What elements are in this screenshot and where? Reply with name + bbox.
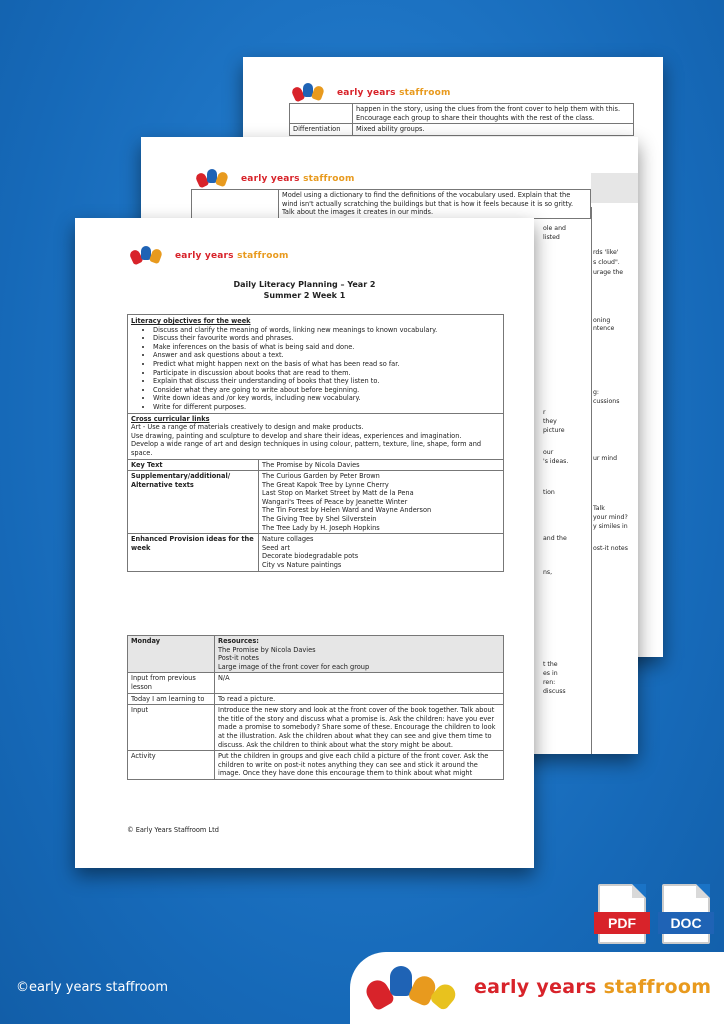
list-item: Nature collages: [262, 535, 314, 544]
middle-fragment: s cloud".: [593, 259, 620, 266]
middle-fragment: they: [543, 418, 557, 425]
list-item: Wangari's Trees of Peace by Jeanette Winter: [262, 497, 408, 506]
list-item: City vs Nature paintings: [262, 561, 342, 570]
middle-fragment: g:: [593, 389, 600, 396]
input-value: Introduce the new story and look at the front cover of the book together. Talk about the title of the story and discuss what a promise is. Ask the children: have you ever made a promise to somebody? Share some of these. Encourage the children to look at the illustration. Ask the children about what they can see and give them time to discuss. Ask the children to think about what the story might be about.: [215, 705, 504, 751]
monday-label: Monday: [128, 636, 215, 673]
key-text-label: Key Text: [128, 459, 259, 471]
logo-word-1: early years: [175, 251, 238, 261]
cross-line: Use drawing, painting and sculpture to develop and share their ideas, experiences and imagination.: [131, 431, 462, 440]
middle-fragment: ns,: [543, 569, 553, 576]
back-page-table: [289, 103, 634, 136]
planning-page-front: [75, 218, 534, 868]
logo-word-2: staffroom: [237, 251, 289, 261]
list-item: • Answer and ask questions about a text.: [153, 351, 500, 360]
learning-value: To read a picture.: [215, 693, 504, 705]
input-label: Input: [128, 705, 215, 751]
list-item: • Predict what might happen next on the basis of what has been read so far.: [153, 360, 500, 369]
hands-icon: [197, 169, 235, 189]
list-item: Decorate biodegradable pots: [262, 552, 359, 561]
brand-logo: [131, 246, 289, 266]
brand-bar: [350, 952, 724, 1024]
middle-fragment: es in: [543, 670, 558, 677]
list-item: Post-it notes: [218, 654, 259, 663]
list-item: The Promise by Nicola Davies: [218, 645, 316, 654]
middle-fragment: rds 'like': [593, 249, 619, 256]
middle-fragment: our: [543, 449, 554, 456]
list-item: • Discuss and clarify the meaning of words, linking new meanings to known vocabulary.: [153, 326, 500, 335]
page-title: Daily Literacy Planning – Year 2: [233, 280, 376, 289]
monday-table: [127, 635, 504, 780]
provision-items: [259, 534, 504, 571]
list-item: • Discuss their favourite words and phrases.: [153, 334, 500, 343]
pdf-file-icon[interactable]: [598, 884, 646, 944]
hands-logo-icon: [368, 966, 468, 1010]
list-item: Large image of the front cover for each group: [218, 662, 370, 671]
middle-fragment: r: [543, 409, 546, 416]
objectives-heading: Literacy objectives for the week: [131, 317, 251, 325]
middle-fragment: Talk: [593, 505, 605, 512]
list-item: The Great Kapok Tree by Lynne Cherry: [262, 480, 389, 489]
logo-word-1: early years: [241, 174, 304, 184]
middle-fragment: oning: [593, 317, 611, 324]
middle-fragment: your mind?: [593, 514, 628, 521]
logo-word-2: staffroom: [303, 174, 355, 184]
logo-word-1: early years: [337, 88, 400, 98]
list-item: The Curious Garden by Peter Brown: [262, 472, 380, 481]
list-item: Seed art: [262, 543, 290, 552]
middle-top-text: Model using a dictionary to find the definitions of the vocabulary used. Explain that the wind isn't actually scratching the buildings but that is how it feels because it is so gritty. Talk about the images it creates in our minds.: [279, 190, 591, 219]
resources-label: Resources:: [218, 637, 259, 645]
back-top-text: happen in the story, using the clues from the front cover to help them with this. Encourage each group to share their thoughts with the rest of the class.: [353, 104, 634, 124]
doc-label: DOC: [658, 912, 714, 934]
middle-fragment: cussions: [593, 398, 620, 405]
brand-logo: [293, 83, 451, 103]
middle-fragment: tion: [543, 489, 555, 496]
objectives-list: [131, 326, 500, 412]
middle-fragment: urage the: [593, 269, 624, 276]
list-item: • Make inferences on the basis of what is being said and done.: [153, 343, 500, 352]
input-previous-label: Input from previous lesson: [128, 673, 215, 693]
objectives-table: [127, 314, 504, 572]
middle-page-table: [191, 189, 591, 219]
list-item: • Write down ideas and /or key words, including new vocabulary.: [153, 394, 500, 403]
brand-logo: [197, 169, 355, 189]
brand-wordmark: [474, 976, 711, 998]
middle-fragment: picture: [543, 427, 565, 434]
list-item: The Tree Lady by H. Joseph Hopkins: [262, 523, 380, 532]
key-text-value: The Promise by Nicola Davies: [259, 459, 504, 471]
differentiation-value: Mixed ability groups.: [353, 124, 634, 136]
middle-fragment: discuss: [543, 688, 566, 695]
brand-word-2: staffroom: [603, 976, 712, 998]
activity-label: Activity: [128, 751, 215, 780]
middle-fragment: 's ideas.: [543, 458, 569, 465]
learning-label: Today I am learning to: [128, 693, 215, 705]
middle-fragment: y similes in: [593, 523, 628, 530]
middle-fragment: and the: [543, 535, 567, 542]
input-previous-value: N/A: [215, 673, 504, 693]
cross-curricular-heading: Cross curricular links: [131, 414, 210, 423]
activity-value: Put the children in groups and give each child a picture of the front cover. Ask the children to write on post-it notes anything they can see and stick it around the image. Once they have done this encourage them to think about what might: [215, 751, 504, 780]
middle-fragment: ole and: [543, 225, 566, 232]
list-item: The Giving Tree by Shel Silverstein: [262, 515, 377, 524]
supplementary-label: Supplementary/additional/ Alternative texts: [128, 471, 259, 534]
middle-fragment: listed: [543, 234, 560, 241]
middle-fragment: ntence: [593, 325, 615, 332]
logo-word-2: staffroom: [399, 88, 451, 98]
supplementary-texts: [259, 471, 504, 534]
list-item: • Explain that discuss their understanding of books that they listen to.: [153, 377, 500, 386]
list-item: The Tin Forest by Helen Ward and Wayne Anderson: [262, 506, 432, 515]
middle-fragment: t the: [543, 661, 558, 668]
list-item: • Consider what they are going to write about before beginning.: [153, 386, 500, 395]
cross-line: Develop a wide range of art and design techniques in using colour, pattern, texture, line, shape, form and space.: [131, 440, 482, 457]
middle-fragment: ur mind: [593, 455, 618, 462]
pdf-label: PDF: [594, 912, 650, 934]
copyright-text: ©early years staffroom: [16, 980, 169, 995]
list-item: • Write for different purposes.: [153, 403, 500, 412]
middle-fragment: ost-it notes: [593, 545, 628, 552]
hands-icon: [131, 246, 169, 266]
page-subtitle: Summer 2 Week 1: [263, 291, 346, 300]
list-item: • Participate in discussion about books that are read to them.: [153, 369, 500, 378]
hands-icon: [293, 83, 331, 103]
doc-file-icon[interactable]: [662, 884, 710, 944]
page-footer: © Early Years Staffroom Ltd: [127, 826, 219, 834]
list-item: Last Stop on Market Street by Matt de la Pena: [262, 489, 414, 498]
provision-label: Enhanced Provision ideas for the week: [128, 534, 259, 571]
middle-fragment: ren:: [543, 679, 556, 686]
differentiation-label: Differentiation: [290, 124, 353, 136]
brand-word-1: early years: [474, 976, 604, 998]
cross-line: Art - Use a range of materials creatively to design and make products.: [131, 423, 364, 432]
